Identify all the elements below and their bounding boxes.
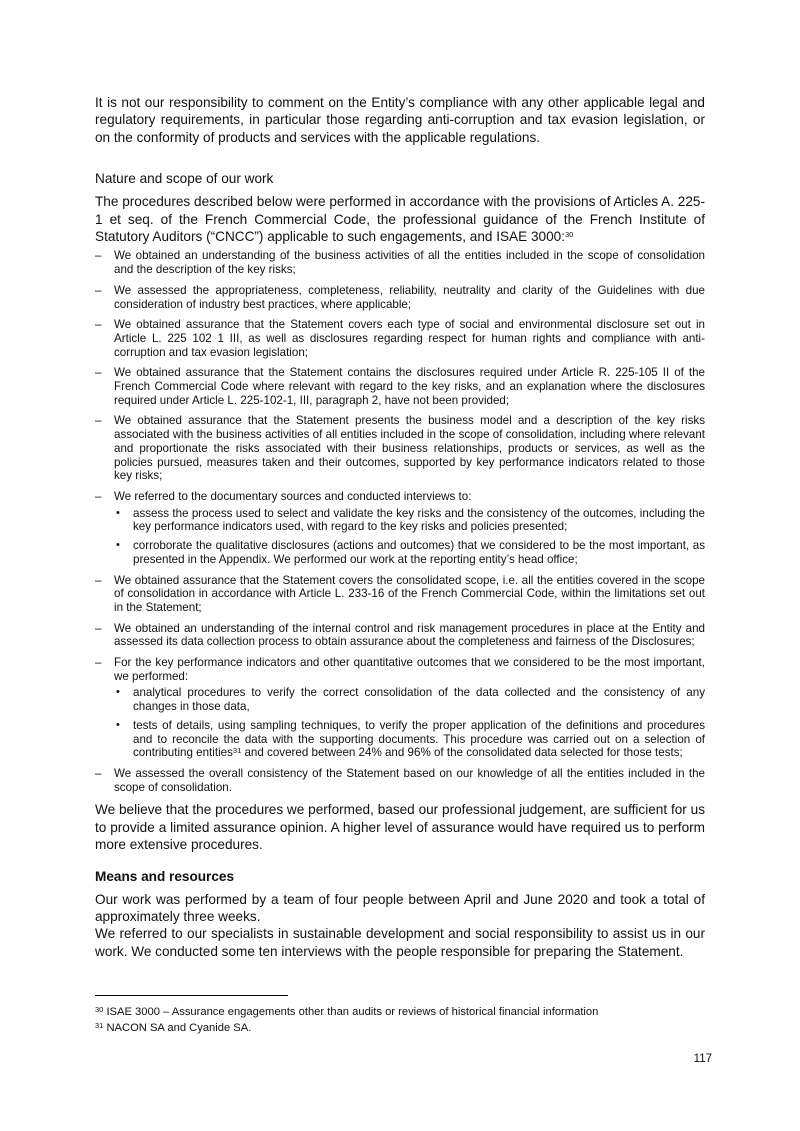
kpi-sublist [114, 686, 705, 760]
footnote-30 [95, 1004, 705, 1020]
list-item-text: We assessed the overall consistency of the Statement based on our knowledge of all the entities included in the scope of consolidation. [114, 766, 705, 794]
list-item [95, 656, 705, 760]
list-item-text: We assessed the appropriateness, completeness, reliability, neutrality and clarity of the Guidelines with due consideration of industry best practices, where applicable; [114, 283, 705, 311]
bullet-marker: • [116, 718, 120, 731]
nature-intro [95, 193, 705, 245]
list-item-text: We referred to the documentary sources and conducted interviews to: [114, 489, 472, 503]
dash-marker: – [95, 489, 102, 503]
footnote-text: ISAE 3000 – Assurance engagements other than audits or reviews of historical financial information [106, 1006, 599, 1018]
footnotes [95, 1004, 705, 1036]
sub-list-item-text: tests of details, using sampling techniques, to verify the proper application of the definitions and procedures and to reconcile the data with the supporting documents. This procedure was carried out on a selection of contributing entities [133, 718, 705, 760]
footnote-number: 30 [95, 1005, 104, 1014]
nature-heading: Nature and scope of our work [95, 171, 274, 187]
sub-list-item [114, 507, 705, 534]
page-body [95, 94, 705, 960]
dash-marker: – [95, 283, 102, 297]
list-item [95, 767, 705, 794]
dash-marker: – [95, 621, 102, 635]
procedures-list [95, 249, 705, 794]
sub-list-item [114, 686, 705, 713]
dash-marker: – [95, 366, 102, 380]
sub-list-item [114, 539, 705, 566]
list-item [95, 284, 705, 311]
footnote-number: 31 [95, 1021, 104, 1030]
list-item-text: We obtained an understanding of the internal control and risk management procedures in place at the Entity and assessed its data collection process to obtain assurance about the completeness and fairness of the Disclosures; [114, 621, 705, 649]
footnote-text: NACON SA and Cyanide SA. [106, 1022, 252, 1034]
list-item-text: For the key performance indicators and other quantitative outcomes that we considered to be the most important, we performed: [114, 656, 705, 683]
list-item-text: We obtained assurance that the Statement contains the disclosures required under Article R. 225-105 II of the French Commercial Code where relevant with regard to the key risks, and an explanation where the disclosures required under Article L. 225-102-1, III, paragraph 2, have not been provided; [114, 366, 705, 407]
footnote-31 [95, 1020, 705, 1036]
list-item [95, 490, 705, 567]
dash-marker: – [95, 573, 102, 587]
dash-marker: – [95, 414, 102, 428]
nature-intro-text: The procedures described below were performed in accordance with the provisions of Articles A. 225-1 et seq. of the French Commercial Code, the professional guidance of the French Institute of Statutory Auditors (“CNCC”) applicable to such engagements, and ISAE 3000: [95, 194, 705, 245]
footnote-ref-31: 31 [232, 746, 242, 756]
list-item [95, 574, 705, 615]
conclusion-paragraph: We believe that the procedures we performed, based our professional judgement, are sufficient for us to provide a limited assurance opinion. A higher level of assurance would have required us to perform more extensive procedures. [95, 802, 705, 853]
list-item-text: We obtained assurance that the Statement presents the business model and a description of the key risks associated with the business activities of all entities included in the scope of consolidation, including where relevant and proportionate the risks associated with their business relationships, products or services, as well as the policies pursued, measures taken and their outcomes, supported by key performance indicators related to those key risks; [114, 414, 705, 483]
dash-marker: – [95, 318, 102, 332]
dash-marker: – [95, 656, 102, 670]
sub-list-item-text: corroborate the qualitative disclosures (actions and outcomes) that we considered to be the most important, as presented in the Appendix. We performed our work at the reporting entity’s head office; [133, 539, 705, 566]
means-heading: Means and resources [95, 868, 235, 884]
bullet-marker: • [116, 539, 120, 552]
means-paragraph-1: Our work was performed by a team of four people between April and June 2020 and took a total of approximately three weeks. [95, 891, 705, 924]
bullet-marker: • [116, 686, 120, 699]
list-item [95, 622, 705, 649]
list-item [95, 414, 705, 483]
interviews-sublist [114, 507, 705, 567]
bullet-marker: • [116, 506, 120, 519]
list-item-text: We obtained assurance that the Statement covers the consolidated scope, i.e. all the entities covered in the scope of consolidation in accordance with Article L. 233-16 of the French Commercial Code, within the limitations set out in the Statement; [114, 573, 705, 614]
list-item [95, 249, 705, 276]
list-item [95, 318, 705, 359]
list-item [95, 366, 705, 407]
sub-list-item [114, 719, 705, 760]
sub-list-item-text: analytical procedures to verify the correct consolidation of the data collected and the consistency of any changes in those data, [133, 686, 705, 714]
intro-paragraph: It is not our responsibility to comment on the Entity’s compliance with any other applicable legal and regulatory requirements, in particular those regarding anti-corruption and tax evasion legislation, or on the conformity of products and services with the applicable regulations. [95, 95, 705, 145]
footnote-ref-30: 30 [565, 230, 574, 240]
list-item-text: We obtained an understanding of the business activities of all the entities included in the scope of consolidation and the description of the key risks; [114, 249, 705, 277]
sub-list-item-text-cont: and covered between 24% and 96% of the consolidated data selected for those tests; [241, 746, 683, 760]
means-paragraph-2: We referred to our specialists in sustainable development and social responsibility to assist us in our work. We conducted some ten interviews with the people responsible for preparing the Statement. [95, 926, 705, 959]
dash-marker: – [95, 249, 102, 263]
page-number: 117 [693, 1053, 712, 1065]
footnote-separator [95, 995, 288, 996]
list-item-text: We obtained assurance that the Statement covers each type of social and environmental disclosure set out in Article L. 225 102 1 III, as well as disclosures regarding respect for human rights and compliance with anti-corruption and tax evasion legislation; [114, 318, 705, 359]
dash-marker: – [95, 766, 102, 780]
sub-list-item-text: assess the process used to select and validate the key risks and the consistency of the outcomes, including the key performance indicators used, with regard to the key risks and policies presented; [133, 506, 705, 534]
